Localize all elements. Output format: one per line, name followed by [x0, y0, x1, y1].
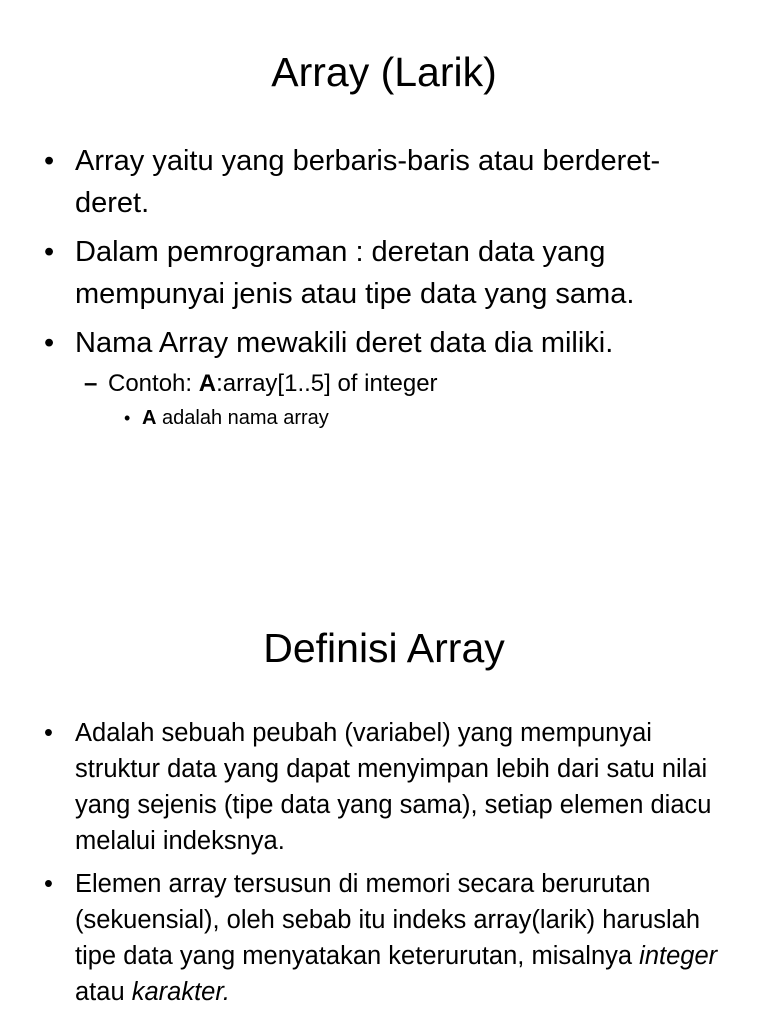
sub-bullet-prefix: Contoh:: [108, 370, 199, 397]
bullet-item: [0, 231, 725, 315]
bullet-icon: •: [124, 408, 131, 428]
bullet-icon: •: [44, 145, 55, 177]
slide-definisi-array: [0, 512, 768, 1024]
bullet-item: [0, 140, 725, 224]
dash-icon: –: [84, 370, 98, 397]
slide-title: Definisi Array: [263, 625, 505, 671]
sub-sub-bullet-item: [0, 403, 725, 433]
bullet-list: [0, 715, 735, 1017]
bullet-text: Dalam pemrograman : deretan data yang mempunyai jenis atau tipe data yang sama.: [75, 236, 635, 310]
bullet-icon: •: [44, 327, 55, 359]
sub-sub-bullet-bold: A: [142, 407, 157, 429]
sub-bullet-item: [0, 367, 725, 401]
bullet-list: [0, 140, 725, 433]
sub-bullet-suffix: :array[1..5] of integer: [216, 370, 438, 397]
bullet-text: Adalah sebuah peubah (variabel) yang mempunyai struktur data yang dapat menyimpan lebih dari satu nilai yang sejenis (tipe data yang sama), setiap elemen diacu melalui indeksnya.: [75, 719, 712, 855]
bullet-text: Nama Array mewakili deret data dia miliki.: [75, 327, 614, 359]
bullet-icon: •: [44, 236, 55, 268]
bullet-item: [0, 322, 725, 364]
bullet-icon: •: [44, 719, 53, 747]
sub-sub-bullet-suffix: adalah nama array: [156, 407, 329, 429]
bullet-text: atau: [75, 978, 132, 1006]
bullet-italic: karakter.: [131, 978, 230, 1006]
bullet-text: Elemen array tersusun di memori secara berurutan (sekuensial), oleh sebab itu indeks array(larik) haruslah tipe data yang menyatakan keterurutan, misalnya: [75, 870, 701, 970]
bullet-italic: integer: [639, 942, 718, 970]
slide-title: Array (Larik): [271, 49, 497, 95]
sub-bullet-bold: A: [198, 370, 217, 397]
bullet-item: [0, 715, 735, 859]
bullet-text: Array yaitu yang berbaris-baris atau berderet-deret.: [75, 145, 661, 219]
bullet-icon: •: [44, 870, 53, 898]
bullet-item: [0, 866, 735, 1010]
